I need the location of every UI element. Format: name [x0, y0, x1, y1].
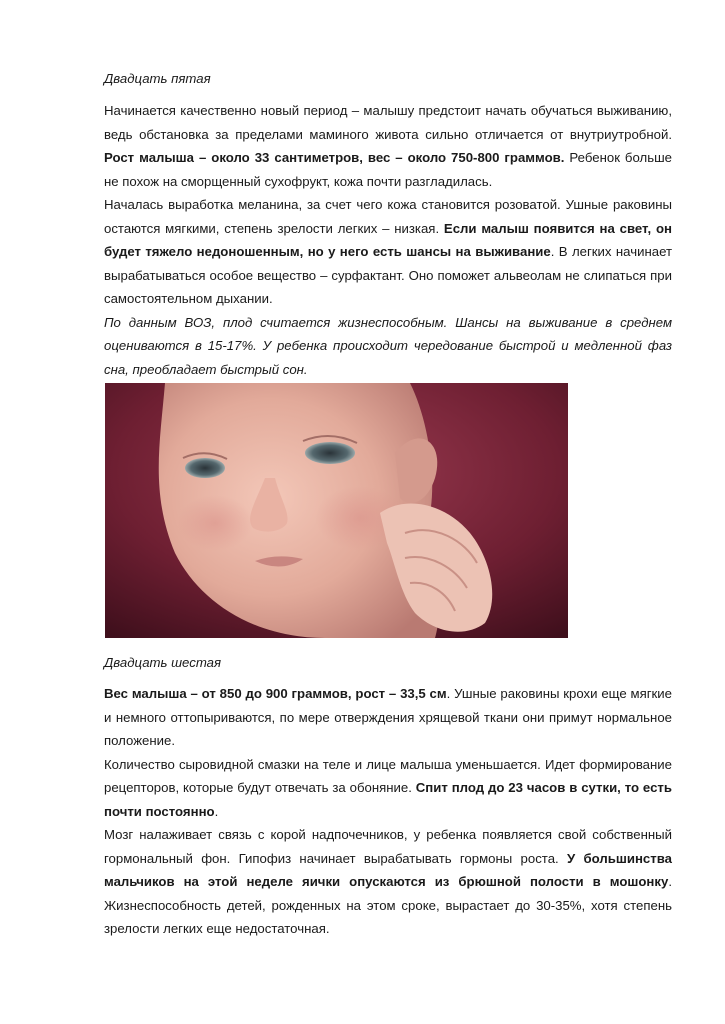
- text: Мозг налаживает связь с корой надпочечников, у ребенка появляется свой собственный гормональный фон. Гипофиз начинает вырабатывать гормоны роста.: [104, 827, 672, 866]
- paragraph: [104, 99, 672, 193]
- paragraph: [104, 753, 672, 824]
- paragraph: [104, 193, 672, 311]
- section-body-week-26: [104, 682, 672, 941]
- fetus-illustration-svg: [105, 383, 568, 638]
- paragraph: [104, 682, 672, 753]
- section-heading-week-25: Двадцать пятая: [104, 71, 211, 86]
- text: . Жизнеспособность детей, рожденных на этом сроке, вырастает до 30-35%, хотя степень зрелости легких еще недостаточная.: [104, 874, 672, 936]
- bold-text: У большинства мальчиков на этой неделе яички опускаются из брюшной полости в мошонку: [104, 850, 672, 889]
- text: .: [214, 803, 219, 819]
- bold-text: Вес малыша – от 850 до 900 граммов, рост – 33,5 см: [104, 686, 447, 701]
- section-body-week-25: [104, 99, 672, 381]
- bold-text: Спит плод до 23 часов в сутки, то есть почти постоянно: [104, 780, 672, 819]
- text: . Ушные раковины крохи еще мягкие и немного оттопыриваются, по мере отверждения хрящевой ткани они примут нормальное положение.: [104, 686, 672, 748]
- text: Начинается качественно новый период – малышу предстоит начать обучаться выживанию, ведь обстановка за пределами маминого живота сильно отличается от внутриутробной.: [104, 103, 672, 142]
- left-eye: [185, 458, 225, 478]
- bold-text: Рост малыша – около 33 сантиметров, вес – около 750-800 граммов.: [104, 150, 565, 165]
- text: Количество сыровидной смазки на теле и лице малыша уменьшается. Идет формирование рецепторов, которые будут отвечать за обоняние.: [104, 756, 672, 795]
- right-eye: [305, 442, 355, 464]
- text: . В легких начинает вырабатываться особое вещество – сурфактант. Оно поможет альвеолам не слипаться при самостоятельном дыхании.: [104, 244, 673, 306]
- bold-text: Если малыш появится на свет, он будет тяжело недоношенным, но у него есть шансы на выживание: [104, 220, 672, 259]
- paragraph: [104, 823, 672, 941]
- text: Началась выработка меланина, за счет чего кожа становится розоватой. Ушные раковины остаются мягкими, степень зрелости легких – низкая.: [104, 197, 672, 236]
- italic-paragraph: По данным ВОЗ, плод считается жизнеспособным. Шансы на выживание в среднем оцениваются в 15-17%. У ребенка происходит чередование быстрой и медленной фаз сна, преобладает быстрый сон.: [104, 314, 672, 377]
- text: Ребенок больше не похож на сморщенный сухофрукт, кожа почти разгладилась.: [104, 150, 673, 189]
- left-cheek: [177, 495, 253, 551]
- fetus-illustration: [105, 383, 568, 638]
- section-heading-week-26: Двадцать шестая: [104, 655, 222, 670]
